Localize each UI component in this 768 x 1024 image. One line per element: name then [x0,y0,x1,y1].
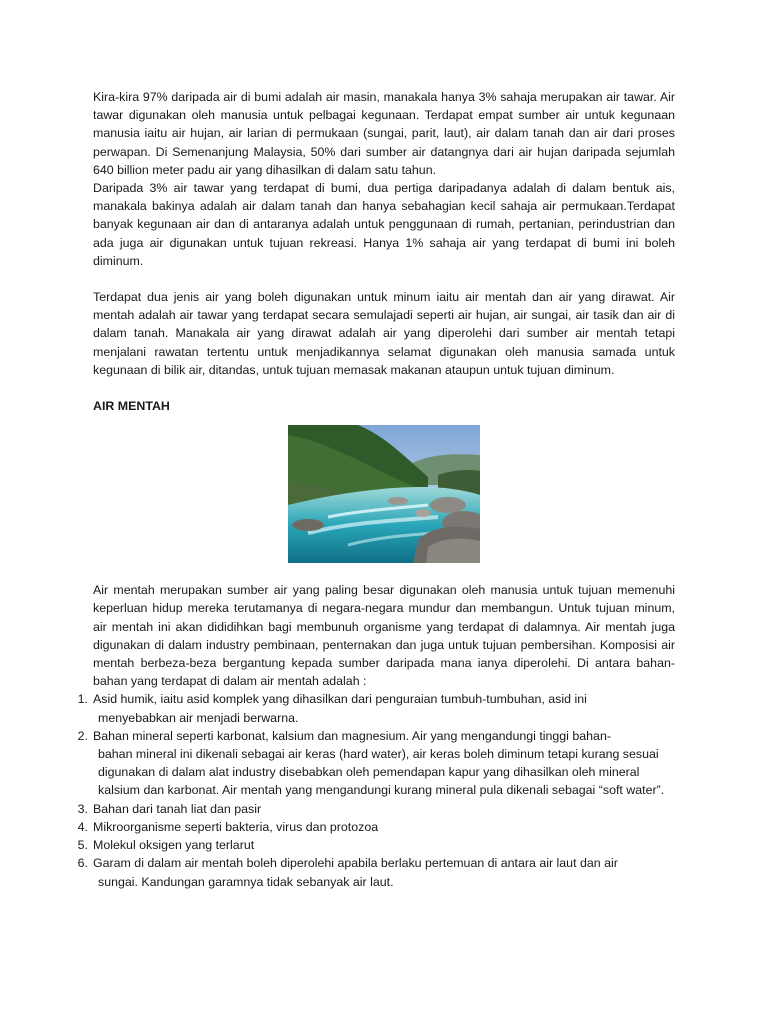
paragraph-gap [93,270,675,288]
paragraph-intro: Kira-kira 97% daripada air di bumi adalah air masin, manakala hanya 3% sahaja merupakan air tawar. Air tawar digunakan oleh manusia untuk pelbagai kegunaan. Terdapat empat sumber air untuk kegunaan manusia iaitu air hujan, air larian di permukaan (sungai, parit, laut), air dalam tanah dan air dari proses perwapan. Di Semenanjung Malaysia, 50% dari sumber air datangnya dari air hujan daripada sejumlah 640 billion meter padu air yang dihasilkan di dalam satu tahun. [93,90,675,177]
list-number: 2. [77,728,88,743]
composition-list [70,690,670,890]
list-item-first-line: Mikroorganisme seperti bakteria, virus dan protozoa [93,819,379,834]
section-heading: AIR MENTAH [93,399,170,414]
paragraph-raw-water: Air mentah merupakan sumber air yang paling besar digunakan oleh manusia untuk tujuan memenuhi keperluan hidup mereka terutamanya di negara-negara mundur dan membangun. Untuk tujuan minum, air mentah ini akan dididihkan bagi membunuh organisme yang terdapat di dalamnya. Air mentah juga digunakan di dalam industry pembinaan, penternakan dan juga untuk tujuan pembersihan. Komposisi air mentah berbeza-beza bergantung kepada sumber daripada mana ianya diperolehi. Di antara bahan-bahan yang terdapat di dalam air mentah adalah : [93,583,675,689]
list-item-text [93,690,670,726]
list-item-first-line: Bahan dari tanah liat dan pasir [93,801,262,816]
list-item [70,836,670,854]
list-item-text [93,727,670,800]
list-item-first-line: Molekul oksigen yang terlarut [93,838,255,853]
list-item-first-line: Garam di dalam air mentah boleh diperolehi apabila berlaku pertemuan di antara air laut dan air [93,856,618,871]
list-number: 1. [77,692,88,707]
list-number: 5. [77,838,88,853]
list-item-continuation: sungai. Kandungan garamnya tidak sebanyak air laut. [98,874,394,889]
list-item [70,690,670,726]
list-item [70,727,670,800]
list-item-first-line: Bahan mineral seperti karbonat, kalsium dan magnesium. Air yang mengandungi tinggi bahan- [93,728,611,743]
list-item-text [93,854,670,890]
list-number: 3. [77,801,88,816]
list-item [70,800,670,818]
list-item [70,818,670,836]
list-item-text [93,800,670,818]
paragraph-water-types: Terdapat dua jenis air yang boleh digunakan untuk minum iaitu air mentah dan air yang dirawat. Air mentah adalah air tawar yang terdapat secara semulajadi seperti air hujan, air sungai, air tasik dan air di dalam tanah. Manakala air yang dirawat adalah air yang diperolehi dari sumber air mentah tetapi menjalani rawatan tertentu untuk menjadikannya selamat digunakan oleh manusia samada untuk kegunaan di bilik air, ditandas, untuk tujuan memasak makanan ataupun untuk tujuan diminum. [93,290,675,377]
list-item-continuation: menyebabkan air menjadi berwarna. [98,710,299,725]
paragraph-freshwater: Daripada 3% air tawar yang terdapat di bumi, dua pertiga daripadanya adalah di dalam bentuk ais, manakala bakinya adalah air dalam tanah dan hanya sebahagian kecil sahaja air permukaan.Terdapat banyak kegunaan air dan di antaranya adalah untuk penggunaan di rumah, pertanian, perindustrian dan ada juga air digunakan untuk tujuan rekreasi. Hanya 1% sahaja air yang terdapat di bumi ini boleh diminum. [93,181,675,268]
list-item-text [93,818,670,836]
list-item [70,854,670,890]
list-number: 4. [77,819,88,834]
list-item-continuation: bahan mineral ini dikenali sebagai air keras (hard water), air keras boleh diminum tetapi kurang sesuai digunakan di dalam alat industry disebabkan oleh pemendapan kapur yang dihasilkan oleh mineral kalsium dan karbonat. Air mentah yang mengandungi kurang mineral pula dikenali sebagai “soft water”. [98,747,665,798]
list-number: 6. [77,856,88,871]
list-item-first-line: Asid humik, iaitu asid komplek yang dihasilkan dari penguraian tumbuh-tumbuhan, asid ini [93,692,587,707]
list-item-text [93,836,670,854]
river-photo [288,425,480,563]
document-body [77,88,675,891]
